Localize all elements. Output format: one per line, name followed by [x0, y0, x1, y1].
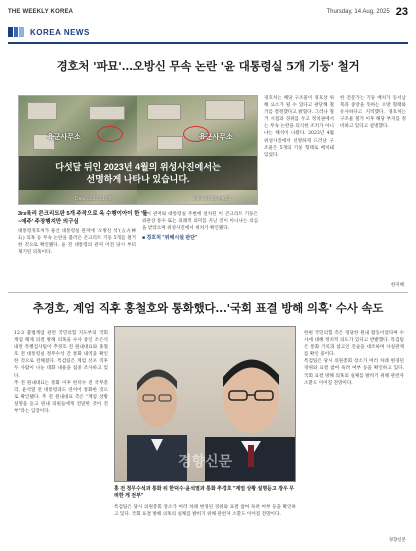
article2-photo [114, 326, 296, 482]
article2-column-1 [14, 330, 108, 540]
photo-watermark: 경향신문 [177, 454, 233, 470]
article1-column-1 [18, 228, 136, 290]
section-logo-icon [8, 27, 24, 37]
paragraph: 대통령경호처가 용산 대통령실 관저에 '오방신 석'(五方神 石) 의혹 등 무속 논란을 불러온 콘크리트 기둥 5개를 철거한 것으로 확인됐다. 윤 전 대통령의 관저 이전 당시 부터 제기된 의혹이다. [18, 229, 136, 256]
publication-name: THE WEEKLY KOREA [8, 9, 74, 15]
article1-headline: 경호처 '파묘'…오방신 무속 논란 '윤 대통령실 5개 기둥' 철거 [56, 59, 360, 73]
paragraph: 한 전문가는 기둥 배치가 동서남북과 중앙을 뜻하는 오방 형태와 유사하다고 지적했다. 경호처는 구조물 철거 이후 해당 부지를 정비하고 있다고 설명했다. [340, 96, 406, 130]
article2-headline: 추경호, 계엄 직후 홍철호와 통화했다…'국회 표결 방해 의혹' 수사 속도 [32, 301, 384, 315]
issue-date: Thursday, 14 Aug, 2025 [326, 9, 390, 15]
section-divider [8, 42, 408, 44]
paragraph: 한편 국민의힘 측은 정당한 원내 활동이었다며 수사에 대해 정치적 의도가 있다고 반발했다. 특검팀은 통화 기록과 참고인 진술을 대조하며 사실관계를 확인 중이다. [304, 331, 404, 358]
paragraph: 특검팀은 당시 의원총회 장소가 여러 차례 변경된 경위와 표결 참여 독려 여부 등을 확인하고 있다. 국회 표결 방해 의혹의 실체를 밝히기 위해 관련자 소환도 이어질 전망이다. [304, 359, 404, 386]
paragraph: 특검팀은 당시 의원총회 장소가 여러 차례 변경된 경위와 표결 참여 독려 여부 등을 확인하고 있다. 국회 표결 방해 의혹의 실체를 밝히기 위해 관련자 소환도 이어질 전망이다. [114, 505, 296, 518]
article1-column-3 [264, 95, 334, 291]
article2-photo-caption: 홍 전 정무수석과 통화 뒤 한덕수·윤석열과 통화 추경호 "계엄 상황 설명듣고 장우 무려한 게 전부" [114, 486, 295, 499]
page-number: 23 [395, 6, 408, 18]
article2-column-3 [304, 330, 404, 534]
overlay-line-2: 선명하게 나타나 있습니다. [86, 174, 190, 184]
section-header [8, 23, 408, 41]
photo-overlay-caption [19, 156, 257, 190]
paragraph: 경호처는 해당 구조물이 경호상 위해 요소가 될 수 있다고 판단해 철거를 결정했다고 밝혔다. 그러나 철거 시점과 경위를 두고 정치권에서는 무속 논란을 의식한 조치가 아니냐는 해석이 나왔다. 2023년 4월 위성사진에서 선명하게 드러난 구조물은 5개의 기둥 형태로 배치돼 있었다. [264, 96, 334, 158]
article1-photo-caption: 3rs육리 콘크리트판 5개 주작으로 옥 수행이아이 한 '둘~에주' 주장행지만 의구심 [18, 211, 148, 225]
photo-label-left: 육군사무소 [47, 134, 81, 141]
paragraph: 당시 관저와 대통령실 주변에 설치된 이 콘크리트 기둥은 외관상 풍수 또는 의례적 의미를 지닌 것이 아니냐는 의심을 받았으며 위성사진에서 위치가 확인됐다. [142, 212, 258, 232]
masthead [8, 4, 408, 20]
overlay-line-1: 다섯달 뒤인 2023년 4월의 위성사진에서는 [55, 162, 221, 172]
paragraph: 추 전 원내대표는 통화 이후 한덕수 전 국무총리, 윤석열 전 대통령과도 연이어 통화한 것으로 확인됐다. 추 전 원내대표 측은 "계엄 상황 설명을 듣고 원내 의원들에게 전달한 것이 전부"라는 입장이다. [14, 380, 108, 415]
section-title: KOREA NEWS [30, 27, 90, 37]
photo-label-right: 육군사무소 [199, 134, 233, 141]
article2-byline: 경향신문 [388, 537, 406, 542]
paragraph: 12·3 불법계엄 관련 국민의힘 지도부의 국회 계엄 해제 의결 방해 의혹을 수사 중인 조은석 내란 특별검사팀이 추경호 전 원내대표와 홍철호 전 대통령실 정무수석 간 통화 내역을 확인한 것으로 전해졌다. 특검팀은 계엄 선포 직후 두 사람이 나눈 대화 내용을 집중 조사하고 있다. [14, 331, 108, 379]
article1-column-2 [142, 211, 258, 291]
article1-satellite-photo [18, 95, 258, 205]
article2-column-2 [114, 504, 296, 538]
highlight-circle-icon [183, 126, 209, 142]
photo-date-right: Date:2023/04/19 [193, 196, 230, 202]
article-divider [8, 292, 408, 293]
article1-subhead: ■ 경호처 "위해시설 판단" [142, 235, 198, 242]
article1-byline: 한지혜 [390, 282, 404, 287]
photo-date-left: Date:2022/11/05 [75, 196, 112, 202]
highlight-circle-icon [97, 126, 123, 142]
article1-column-4 [340, 95, 406, 281]
